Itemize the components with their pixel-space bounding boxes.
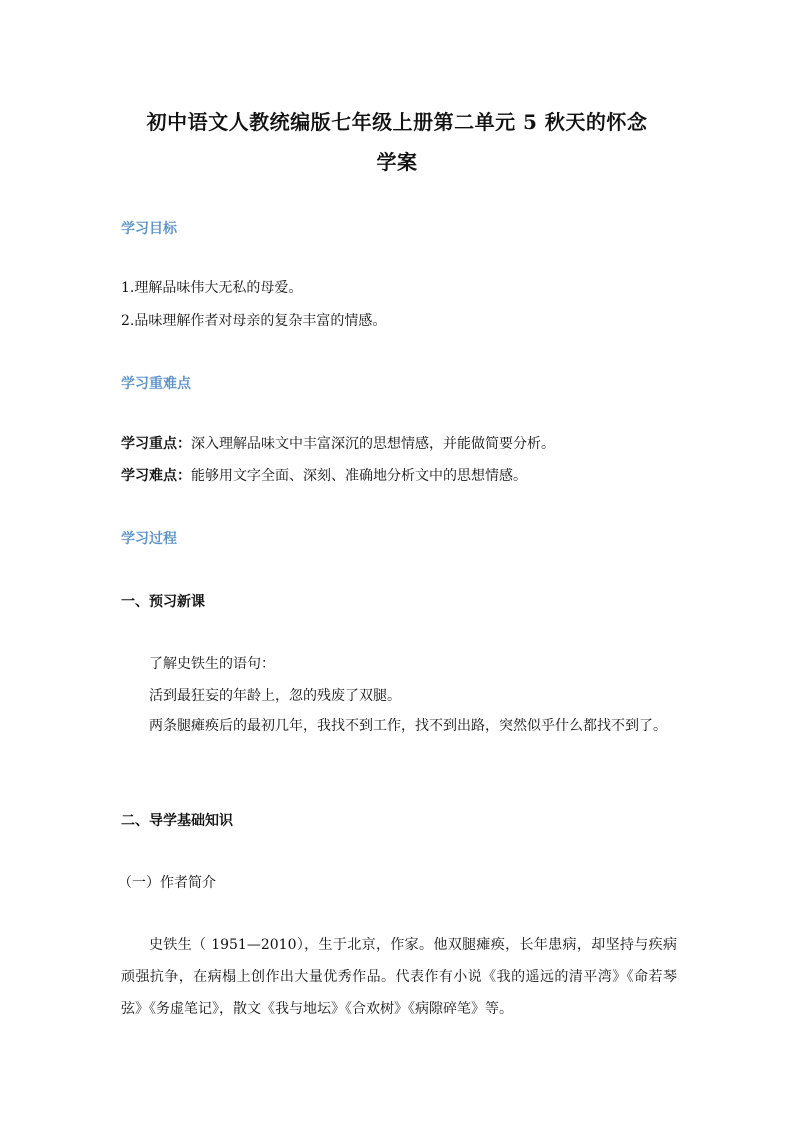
author-bio: 史铁生（ 1951—2010），生于北京，作家。他双腿瘫痪，长年患病，却坚持与疾病顽强抗争，在病榻上创作出大量优秀作品。代表作有小说《我的遥远的清平湾》《命若琴弦》《务虚笔记》，散文《我与地坛》《合欢树》《病隙碎笔》等。 <box>121 937 677 1017</box>
focus-line <box>121 434 555 454</box>
part2-subheading: （一）作者简介 <box>118 875 216 891</box>
document-title: 初中语文人教统编版七年级上册第二单元 5 秋天的怀念 <box>146 110 648 134</box>
key-points-heading: 学习重难点 <box>121 376 191 392</box>
goals-heading: 学习目标 <box>121 221 177 237</box>
part1-intro: 了解史铁生的语句： <box>149 656 275 672</box>
focus-text: 深入理解品味文中丰富深沉的思想情感，并能做简要分析。 <box>191 436 555 452</box>
part1-quote2: 两条腿瘫痪后的最初几年，我找不到工作，找不到出路，突然似乎什么都找不到了。 <box>149 718 667 734</box>
difficulty-line <box>121 466 527 486</box>
part1-quote1: 活到最狂妄的年龄上，忽的残废了双腿。 <box>149 688 401 704</box>
part2-heading: 二、导学基础知识 <box>121 813 233 829</box>
focus-label: 学习重点： <box>121 436 191 452</box>
goal-item-1: 1.理解品味伟大无私的母爱。 <box>121 280 303 296</box>
document-subtitle: 学案 <box>376 150 418 174</box>
difficulty-text: 能够用文字全面、深刻、准确地分析文中的思想情感。 <box>191 468 527 484</box>
goal-item-2: 2.品味理解作者对母亲的复杂丰富的情感。 <box>121 313 387 329</box>
part1-heading: 一、预习新课 <box>121 594 205 610</box>
process-heading: 学习过程 <box>121 531 177 547</box>
difficulty-label: 学习难点： <box>121 468 191 484</box>
